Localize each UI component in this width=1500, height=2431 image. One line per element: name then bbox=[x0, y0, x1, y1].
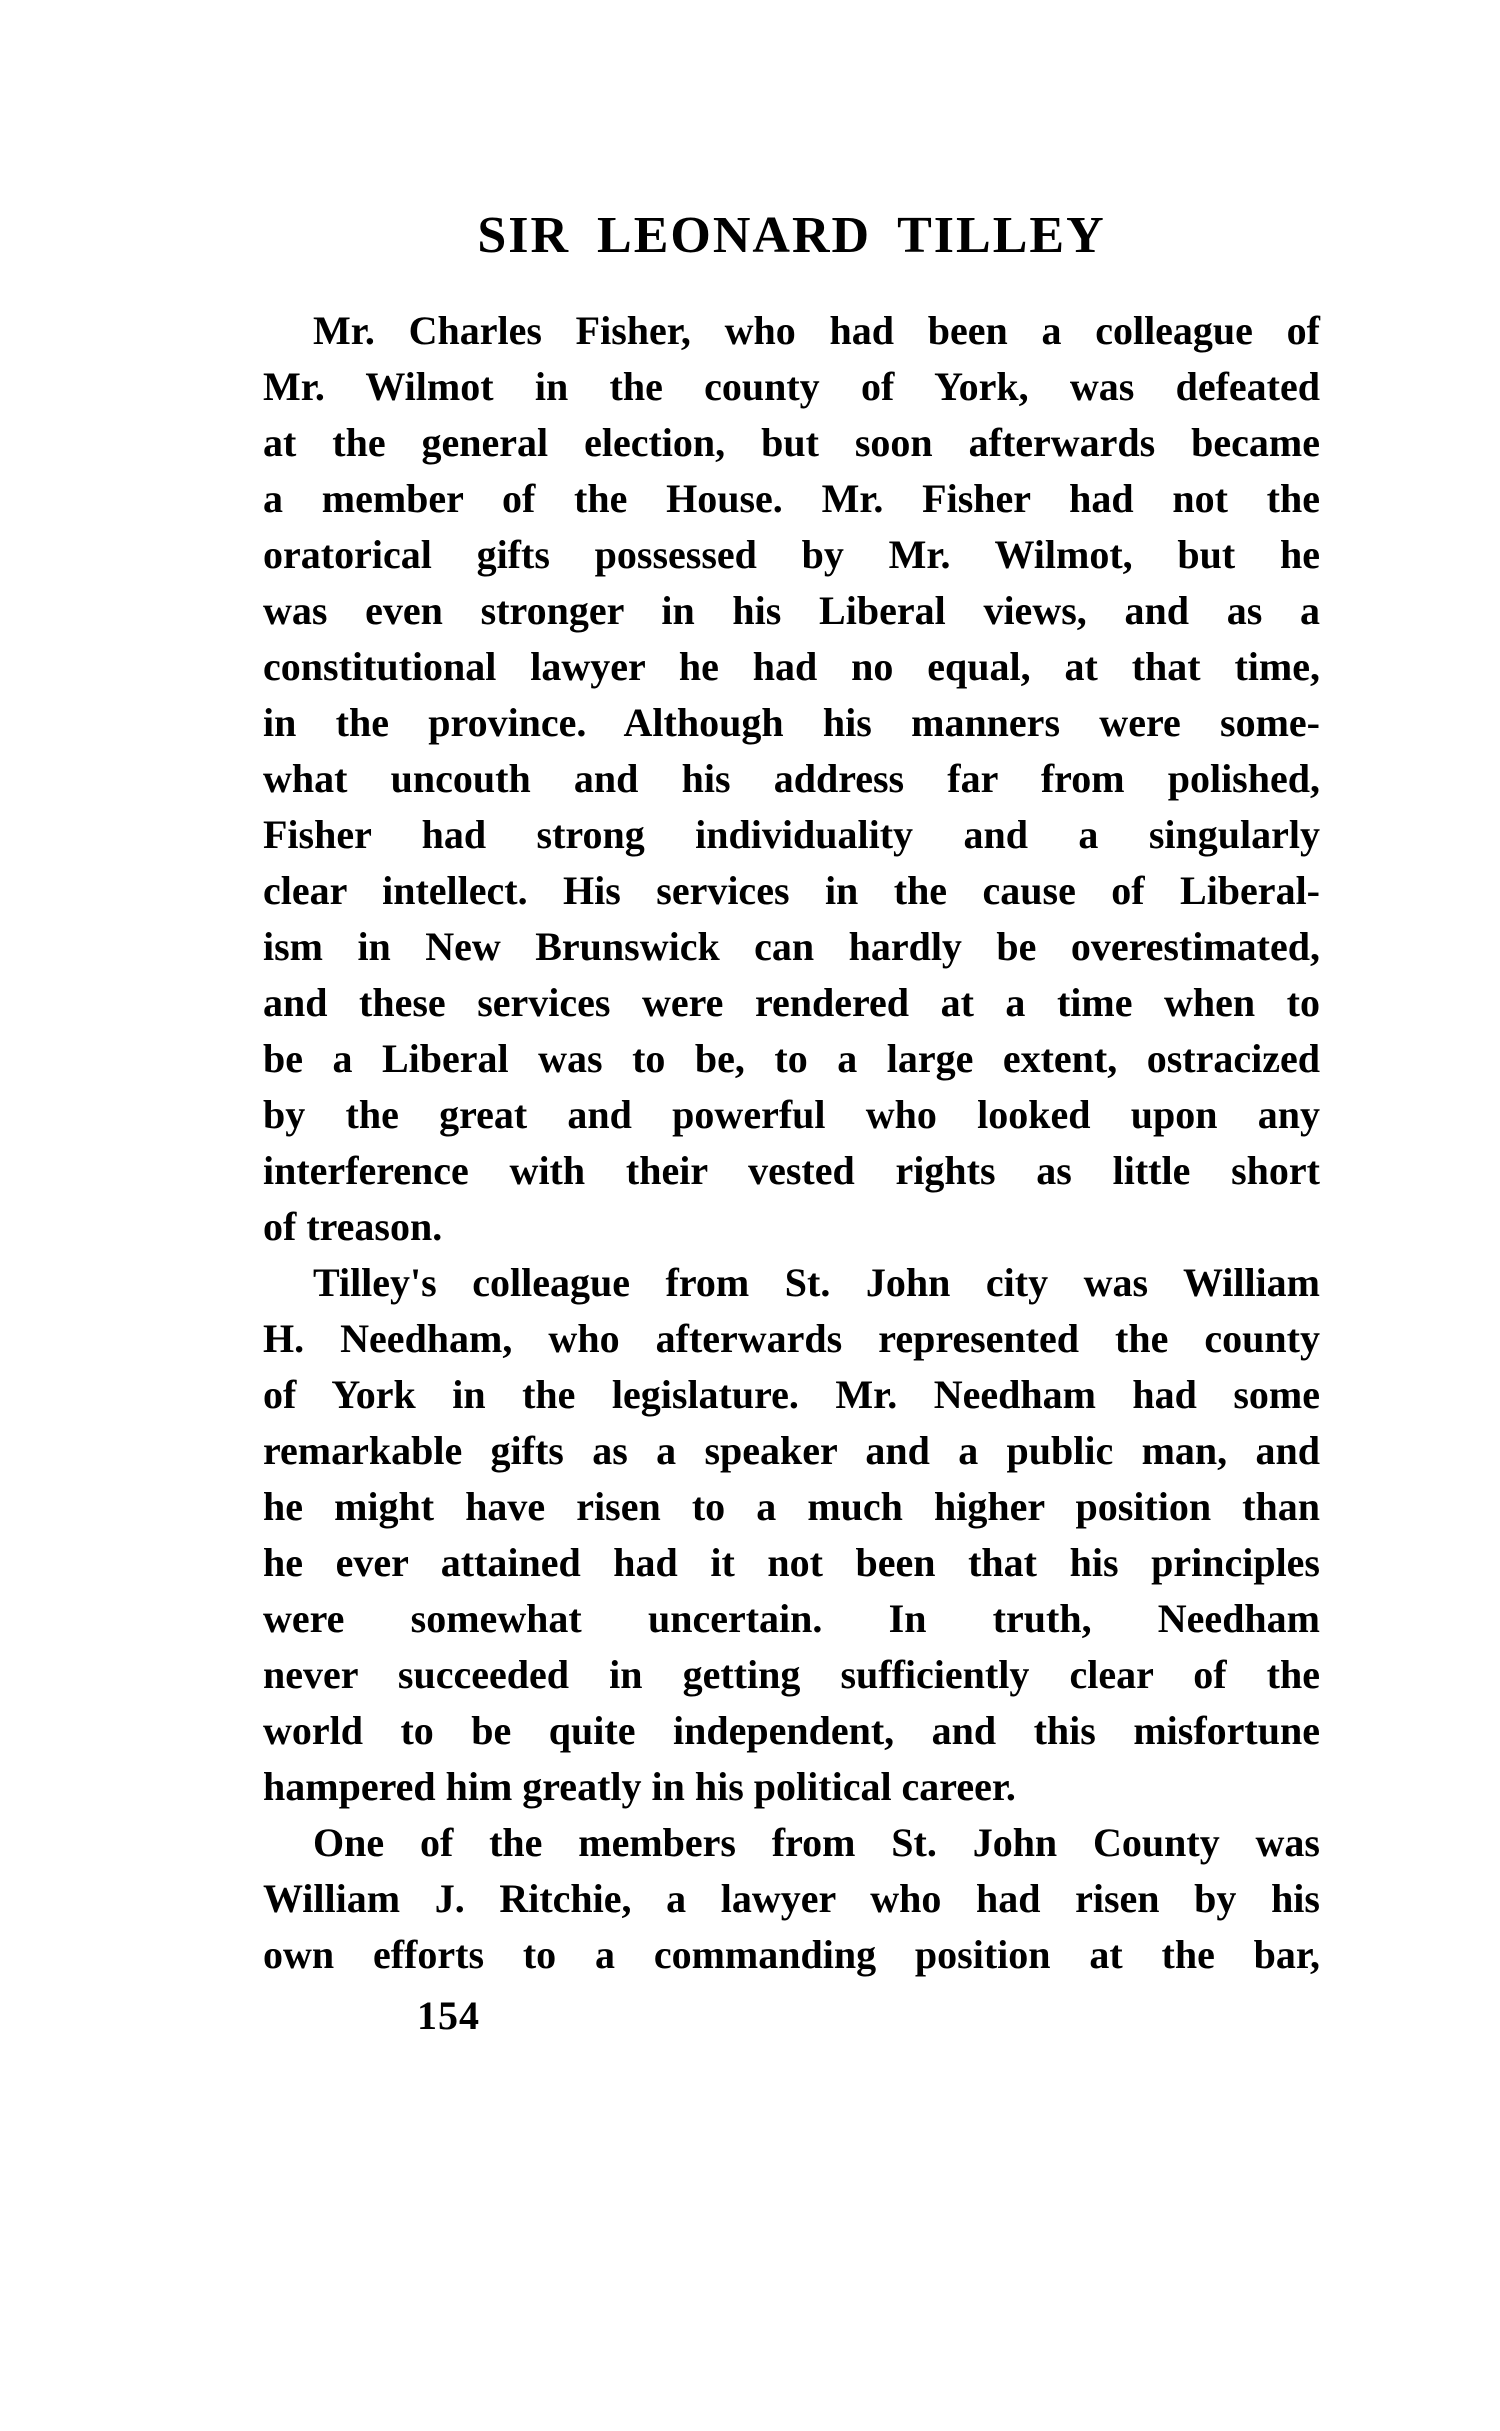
text-line: remarkable gifts as a speaker and a public man, and bbox=[263, 1428, 1320, 1473]
text-line: constitutional lawyer he had no equal, at that time, bbox=[263, 644, 1320, 689]
text-line: at the general election, but soon afterwards became bbox=[263, 420, 1320, 465]
text-line: in the province. Although his manners were some- bbox=[263, 700, 1320, 745]
body-text bbox=[263, 303, 1320, 1983]
text-line: were somewhat uncertain. In truth, Needham bbox=[263, 1596, 1320, 1641]
text-line: he might have risen to a much higher position than bbox=[263, 1484, 1320, 1529]
paragraph bbox=[263, 1255, 1320, 1815]
text-line: interference with their vested rights as little short bbox=[263, 1148, 1320, 1193]
text-line: Tilley's colleague from St. John city was William bbox=[313, 1260, 1320, 1305]
text-line: by the great and powerful who looked upon any bbox=[263, 1092, 1320, 1137]
text-line: H. Needham, who afterwards represented the county bbox=[263, 1316, 1320, 1361]
paragraph bbox=[263, 303, 1320, 1255]
text-line: Fisher had strong individuality and a singularly bbox=[263, 812, 1320, 857]
text-line: be a Liberal was to be, to a large extent, ostracized bbox=[263, 1036, 1320, 1081]
text-line: of York in the legislature. Mr. Needham had some bbox=[263, 1372, 1320, 1417]
text-line: and these services were rendered at a time when to bbox=[263, 980, 1320, 1025]
text-line: what uncouth and his address far from polished, bbox=[263, 756, 1320, 801]
text-line: William J. Ritchie, a lawyer who had risen by his bbox=[263, 1876, 1320, 1921]
text-line: oratorical gifts possessed by Mr. Wilmot, but he bbox=[263, 532, 1320, 577]
text-line: world to be quite independent, and this misfortune bbox=[263, 1708, 1320, 1753]
text-line: clear intellect. His services in the cause of Liberal- bbox=[263, 868, 1320, 913]
text-line: ism in New Brunswick can hardly be overestimated, bbox=[263, 924, 1320, 969]
text-line: he ever attained had it not been that his principles bbox=[263, 1540, 1320, 1585]
page-number: 154 bbox=[417, 1993, 480, 2038]
text-line: never succeeded in getting sufficiently clear of the bbox=[263, 1652, 1320, 1697]
text-line: was even stronger in his Liberal views, and as a bbox=[263, 588, 1320, 633]
text-line: a member of the House. Mr. Fisher had not the bbox=[263, 476, 1320, 521]
text-line: Mr. Charles Fisher, who had been a colleague of bbox=[313, 308, 1320, 353]
paragraph bbox=[263, 1815, 1320, 1983]
text-line: One of the members from St. John County was bbox=[313, 1820, 1320, 1865]
text-line: Mr. Wilmot in the county of York, was defeated bbox=[263, 364, 1320, 409]
text-line: own efforts to a commanding position at the bar, bbox=[263, 1932, 1320, 1977]
text-line: hampered him greatly in his political career. bbox=[263, 1764, 1016, 1809]
page-heading: SIR LEONARD TILLEY bbox=[477, 207, 1106, 264]
text-line: of treason. bbox=[263, 1204, 443, 1249]
